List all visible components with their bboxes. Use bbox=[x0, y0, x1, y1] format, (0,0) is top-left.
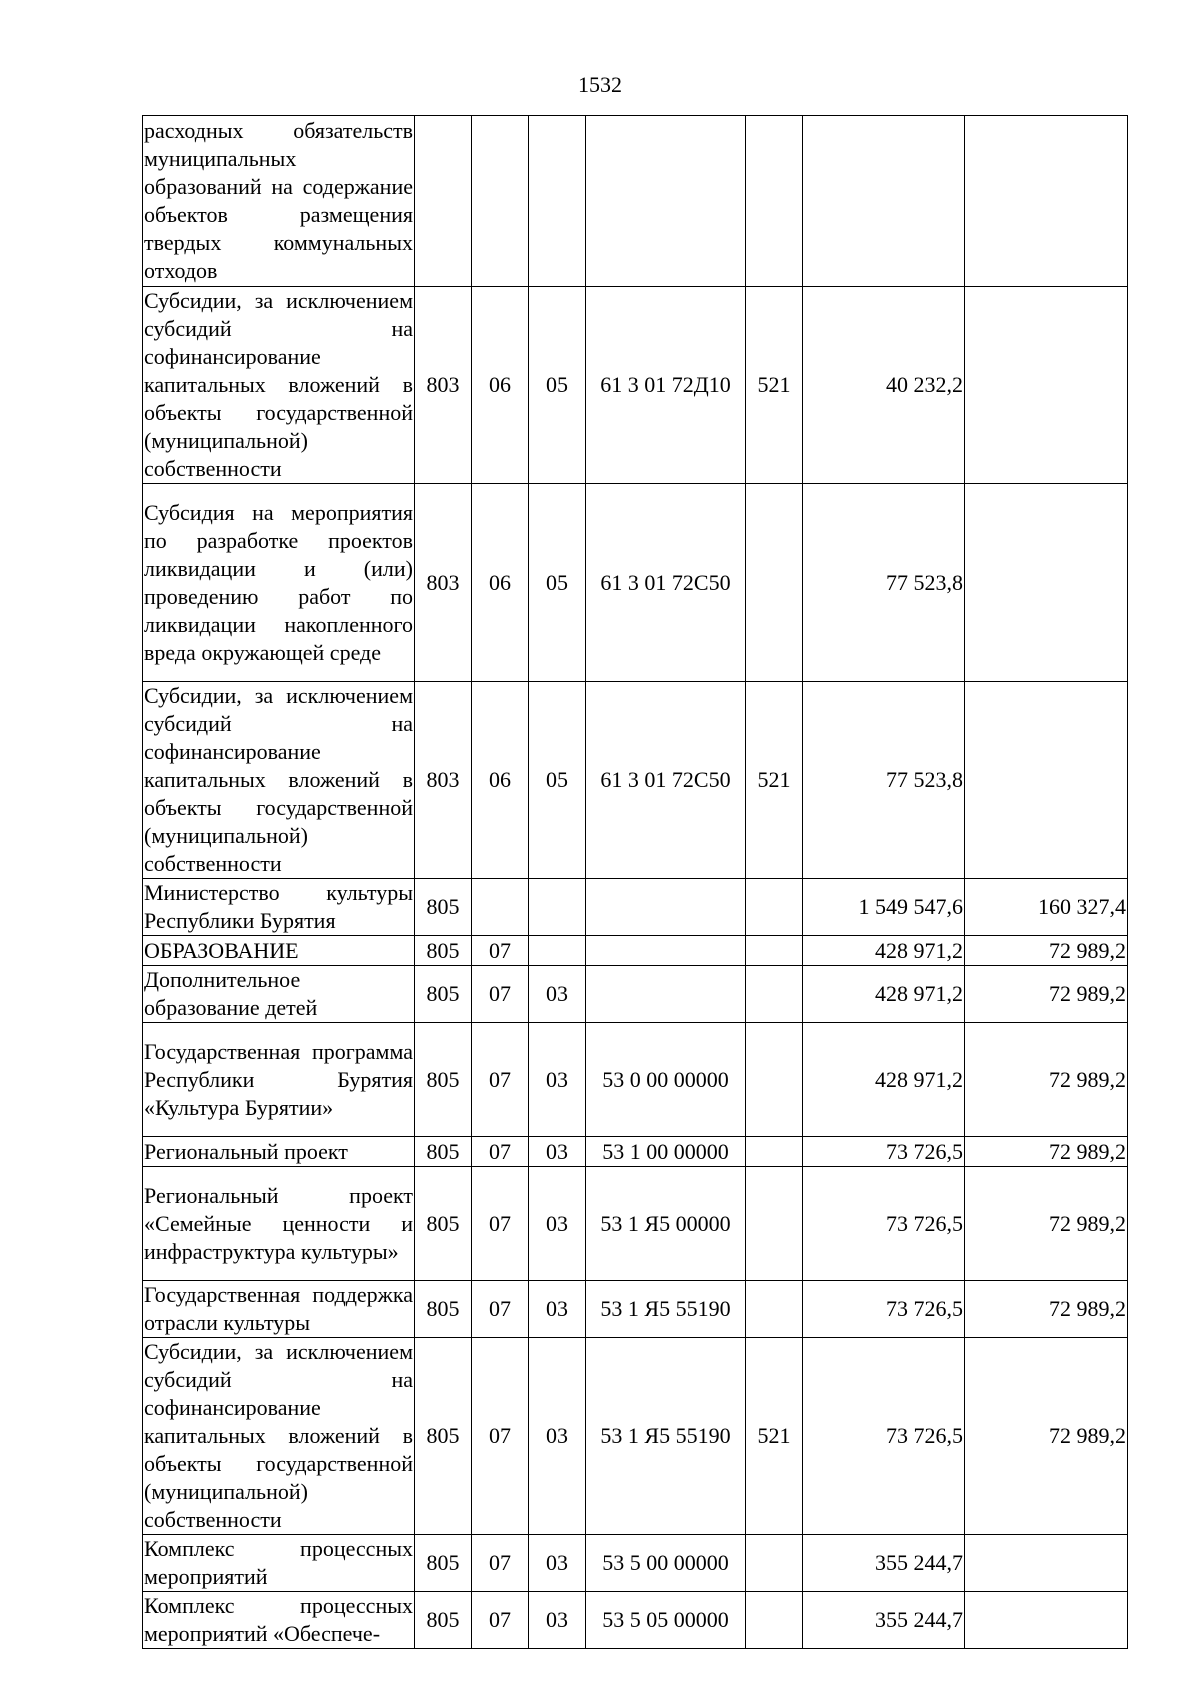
row-amount-federal: 72 989,2 bbox=[965, 936, 1128, 966]
row-subsection-code: 03 bbox=[529, 1137, 586, 1167]
row-name: Дополнительное образование детей bbox=[143, 966, 415, 1023]
row-expense-type bbox=[746, 1167, 803, 1281]
row-subsection-code: 05 bbox=[529, 287, 586, 484]
row-grbs-code: 805 bbox=[415, 1535, 472, 1592]
row-amount-federal bbox=[965, 484, 1128, 682]
row-name: Региональный проект «Семейные ценности и инфраструктура культуры» bbox=[143, 1167, 415, 1281]
row-subsection-code: 03 bbox=[529, 1535, 586, 1592]
row-name: Региональный проект bbox=[143, 1137, 415, 1167]
row-amount-federal bbox=[965, 287, 1128, 484]
row-amount: 77 523,8 bbox=[803, 484, 965, 682]
row-amount-federal bbox=[965, 682, 1128, 879]
row-amount: 73 726,5 bbox=[803, 1167, 965, 1281]
row-section-code: 06 bbox=[472, 484, 529, 682]
row-target-article: 53 5 00 00000 bbox=[586, 1535, 746, 1592]
row-amount-federal bbox=[965, 1535, 1128, 1592]
row-target-article: 61 3 01 72Д10 bbox=[586, 287, 746, 484]
row-target-article: 53 5 05 00000 bbox=[586, 1592, 746, 1649]
row-target-article bbox=[586, 116, 746, 287]
row-expense-type: 521 bbox=[746, 287, 803, 484]
row-section-code: 07 bbox=[472, 936, 529, 966]
row-expense-type bbox=[746, 936, 803, 966]
table-row bbox=[143, 1338, 1128, 1535]
row-expense-type bbox=[746, 1281, 803, 1338]
row-amount-federal bbox=[965, 1592, 1128, 1649]
row-subsection-code: 03 bbox=[529, 1592, 586, 1649]
table-row bbox=[143, 1137, 1128, 1167]
row-expense-type bbox=[746, 879, 803, 936]
table-row bbox=[143, 484, 1128, 682]
table-row bbox=[143, 1023, 1128, 1137]
row-subsection-code: 03 bbox=[529, 1338, 586, 1535]
row-name: Комплекс процессных мероприятий «Обеспече- bbox=[143, 1592, 415, 1649]
row-subsection-code: 05 bbox=[529, 484, 586, 682]
row-amount-federal: 72 989,2 bbox=[965, 1338, 1128, 1535]
row-amount-federal: 72 989,2 bbox=[965, 1281, 1128, 1338]
table-row bbox=[143, 1592, 1128, 1649]
table-row bbox=[143, 1281, 1128, 1338]
row-amount: 73 726,5 bbox=[803, 1281, 965, 1338]
row-amount: 73 726,5 bbox=[803, 1137, 965, 1167]
budget-table-body bbox=[143, 116, 1128, 1649]
row-grbs-code: 805 bbox=[415, 879, 472, 936]
row-section-code: 07 bbox=[472, 1535, 529, 1592]
row-subsection-code bbox=[529, 936, 586, 966]
page-number: 1532 bbox=[578, 72, 622, 97]
row-target-article bbox=[586, 879, 746, 936]
row-grbs-code: 803 bbox=[415, 287, 472, 484]
row-subsection-code bbox=[529, 879, 586, 936]
row-target-article bbox=[586, 966, 746, 1023]
row-subsection-code: 03 bbox=[529, 1281, 586, 1338]
row-name: расходных обязательств муниципальных образований на содержание объектов размещения твердых коммунальных отходов bbox=[143, 116, 415, 287]
row-name: Государственная программа Республики Бурятия «Культура Бурятии» bbox=[143, 1023, 415, 1137]
row-section-code: 07 bbox=[472, 966, 529, 1023]
row-target-article: 53 0 00 00000 bbox=[586, 1023, 746, 1137]
row-grbs-code: 805 bbox=[415, 1023, 472, 1137]
row-grbs-code: 805 bbox=[415, 1592, 472, 1649]
row-expense-type bbox=[746, 1137, 803, 1167]
table-row bbox=[143, 116, 1128, 287]
table-row bbox=[143, 287, 1128, 484]
row-grbs-code bbox=[415, 116, 472, 287]
row-target-article: 53 1 Я5 55190 bbox=[586, 1281, 746, 1338]
row-grbs-code: 803 bbox=[415, 484, 472, 682]
row-section-code: 07 bbox=[472, 1167, 529, 1281]
row-target-article: 53 1 Я5 55190 bbox=[586, 1338, 746, 1535]
row-subsection-code bbox=[529, 116, 586, 287]
row-name: Субсидия на мероприятия по разработке проектов ликвидации и (или) проведению работ по ликвидации накопленного вреда окружающей среде bbox=[143, 484, 415, 682]
row-grbs-code: 805 bbox=[415, 1281, 472, 1338]
row-name: Субсидии, за исключением субсидий на софинансирование капитальных вложений в объекты государственной (муниципальной) собственности bbox=[143, 1338, 415, 1535]
row-grbs-code: 805 bbox=[415, 1137, 472, 1167]
row-target-article: 53 1 00 00000 bbox=[586, 1137, 746, 1167]
table-row bbox=[143, 936, 1128, 966]
table-row bbox=[143, 879, 1128, 936]
table-row bbox=[143, 966, 1128, 1023]
row-amount: 1 549 547,6 bbox=[803, 879, 965, 936]
row-section-code: 07 bbox=[472, 1137, 529, 1167]
row-target-article: 61 3 01 72С50 bbox=[586, 484, 746, 682]
row-section-code: 07 bbox=[472, 1023, 529, 1137]
row-target-article: 53 1 Я5 00000 bbox=[586, 1167, 746, 1281]
table-row bbox=[143, 1167, 1128, 1281]
row-grbs-code: 805 bbox=[415, 1167, 472, 1281]
row-name: ОБРАЗОВАНИЕ bbox=[143, 936, 415, 966]
row-amount-federal: 160 327,4 bbox=[965, 879, 1128, 936]
row-subsection-code: 03 bbox=[529, 966, 586, 1023]
row-amount: 428 971,2 bbox=[803, 1023, 965, 1137]
row-amount: 73 726,5 bbox=[803, 1338, 965, 1535]
row-amount: 428 971,2 bbox=[803, 966, 965, 1023]
row-section-code: 06 bbox=[472, 682, 529, 879]
row-section-code: 07 bbox=[472, 1338, 529, 1535]
row-amount: 355 244,7 bbox=[803, 1592, 965, 1649]
row-target-article: 61 3 01 72С50 bbox=[586, 682, 746, 879]
row-subsection-code: 03 bbox=[529, 1167, 586, 1281]
row-subsection-code: 03 bbox=[529, 1023, 586, 1137]
row-expense-type bbox=[746, 966, 803, 1023]
row-subsection-code: 05 bbox=[529, 682, 586, 879]
table-row bbox=[143, 682, 1128, 879]
row-amount-federal: 72 989,2 bbox=[965, 1023, 1128, 1137]
row-name: Государственная поддержка отрасли культуры bbox=[143, 1281, 415, 1338]
row-grbs-code: 805 bbox=[415, 1338, 472, 1535]
row-section-code bbox=[472, 116, 529, 287]
row-amount-federal: 72 989,2 bbox=[965, 1167, 1128, 1281]
table-row bbox=[143, 1535, 1128, 1592]
row-expense-type bbox=[746, 1023, 803, 1137]
row-amount: 77 523,8 bbox=[803, 682, 965, 879]
row-amount-federal: 72 989,2 bbox=[965, 1137, 1128, 1167]
row-expense-type: 521 bbox=[746, 1338, 803, 1535]
row-section-code: 07 bbox=[472, 1592, 529, 1649]
row-grbs-code: 805 bbox=[415, 966, 472, 1023]
row-section-code bbox=[472, 879, 529, 936]
row-amount-federal bbox=[965, 116, 1128, 287]
row-amount: 428 971,2 bbox=[803, 936, 965, 966]
row-grbs-code: 803 bbox=[415, 682, 472, 879]
budget-table bbox=[142, 115, 1128, 1649]
row-name: Субсидии, за исключением субсидий на софинансирование капитальных вложений в объекты государственной (муниципальной) собственности bbox=[143, 287, 415, 484]
row-amount: 355 244,7 bbox=[803, 1535, 965, 1592]
row-section-code: 06 bbox=[472, 287, 529, 484]
row-amount: 40 232,2 bbox=[803, 287, 965, 484]
row-expense-type: 521 bbox=[746, 682, 803, 879]
row-section-code: 07 bbox=[472, 1281, 529, 1338]
row-expense-type bbox=[746, 1535, 803, 1592]
row-expense-type bbox=[746, 116, 803, 287]
row-name: Министерство культуры Республики Бурятия bbox=[143, 879, 415, 936]
row-expense-type bbox=[746, 1592, 803, 1649]
row-name: Комплекс процессных мероприятий bbox=[143, 1535, 415, 1592]
row-amount-federal: 72 989,2 bbox=[965, 966, 1128, 1023]
row-target-article bbox=[586, 936, 746, 966]
row-grbs-code: 805 bbox=[415, 936, 472, 966]
row-name: Субсидии, за исключением субсидий на софинансирование капитальных вложений в объекты государственной (муниципальной) собственности bbox=[143, 682, 415, 879]
row-expense-type bbox=[746, 484, 803, 682]
row-amount bbox=[803, 116, 965, 287]
